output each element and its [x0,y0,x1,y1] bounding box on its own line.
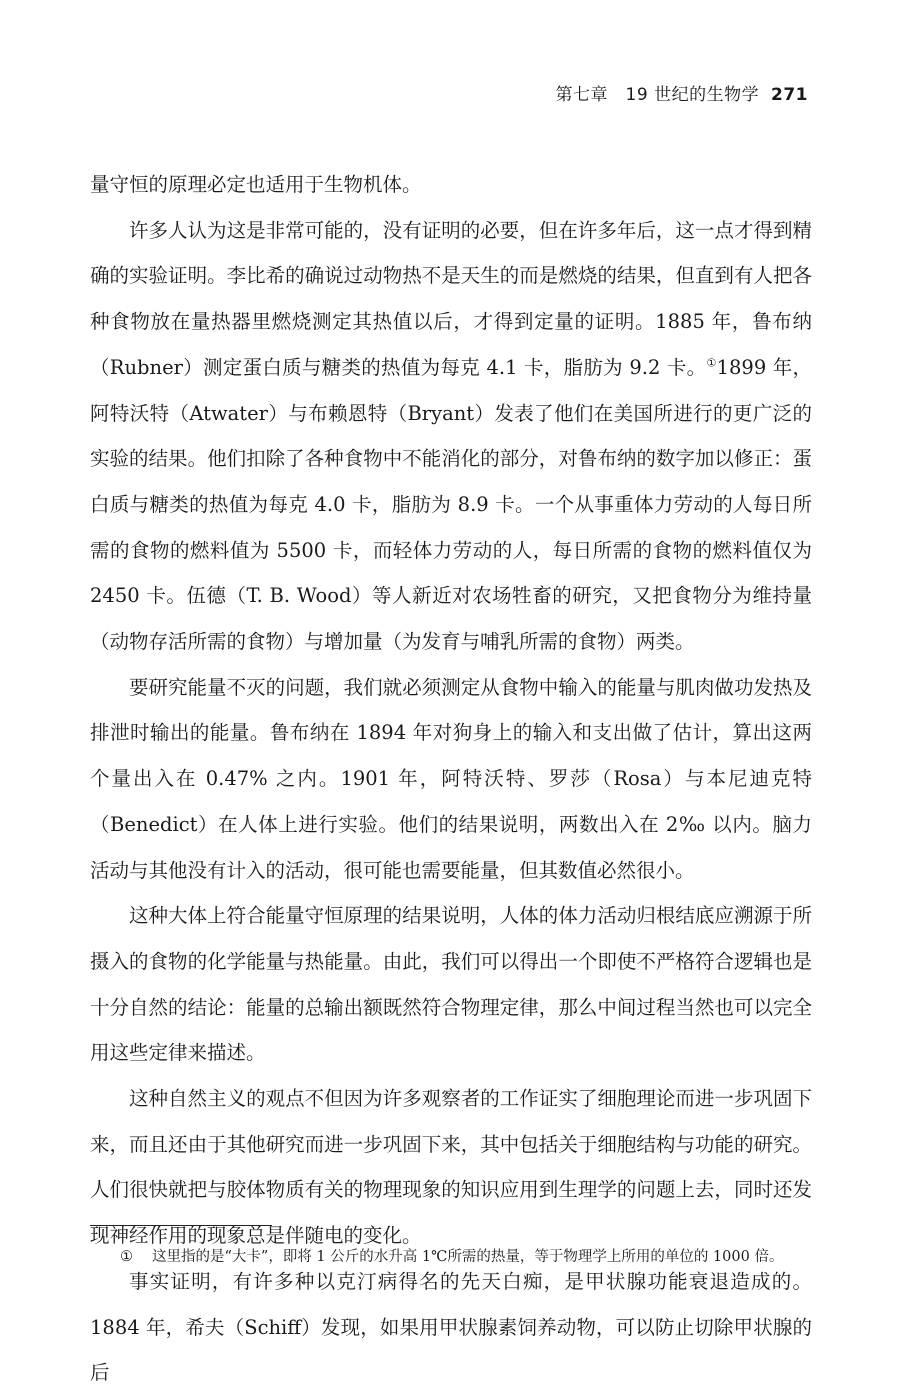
body-text [90,162,812,1396]
paragraph-text: 许多人认为这是非常可能的，没有证明的必要，但在许多年后，这一点才得到精确的实验证明。李比希的确说过动物热不是天生的而是燃烧的结果，但直到有人把各种食物放在量热器里燃烧测定其热值以后，才得到定量的证明。1885 年，鲁布纳（Rubner）测定蛋白质与糖类的热值为每克 4.1 卡，脂肪为 9.2 卡。 [90,218,812,379]
paragraph: 要研究能量不灭的问题，我们就必须测定从食物中输入的能量与肌肉做功发热及排泄时输出的能量。鲁布纳在 1894 年对狗身上的输入和支出做了估计，算出这两个量出入在 0.47% 之内。1901 年，阿特沃特、罗莎（Rosa）与本尼迪克特（Benedict）在人体上进行实验。他们的结果说明，两数出入在 2‰ 以内。脑力活动与其他没有计入的活动，很可能也需要能量，但其数值必然很小。 [90,675,812,882]
paragraph-text: 1899 年，阿特沃特（Atwater）与布赖恩特（Bryant）发表了他们在美国所进行的更广泛的实验的结果。他们扣除了各种食物中不能消化的部分，对鲁布纳的数字加以修正：蛋白质与糖类的热值为每克 4.0 卡，脂肪为 8.9 卡。一个从事重体力劳动的人每日所需的食物的燃料值为 5500 卡，而轻体力劳动的人，每日所需的食物的燃料值仅为 2450 卡。伍德（T. B. Wood）等人新近对农场牲畜的研究，又把食物分为维持量（动物存活所需的食物）与增加量（为发育与哺乳所需的食物）两类。 [90,355,812,654]
running-head [556,80,808,105]
paragraph: 事实证明，有许多种以克汀病得名的先天白痴，是甲状腺功能衰退造成的。1884 年，希夫（Schiff）发现，如果用甲状腺素饲养动物，可以防止切除甲状腺的后 [90,1269,812,1385]
footnote-reference: ① [706,356,717,370]
footnote-text: 这里指的是“大卡”，即将 1 公斤的水升高 1℃所需的热量，等于物理学上所用的单位的 1000 倍。 [152,1249,784,1265]
paragraph: 这种自然主义的观点不但因为许多观察者的工作证实了细胞理论而进一步巩固下来，而且还由于其他研究而进一步巩固下来，其中包括关于细胞结构与功能的研究。人们很快就把与胶体物质有关的物理现象的知识应用到生理学的问题上去，同时还发现神经作用的现象总是伴随电的变化。 [90,1087,812,1248]
paragraph-continued: 量守恒的原理必定也适用于生物机体。 [90,173,422,196]
paragraph [90,208,812,665]
footnote [120,1246,820,1268]
chapter-title: 第七章 19 世纪的生物学 [555,85,760,105]
footnote-mark: ① [120,1249,133,1265]
page-number: 271 [771,85,808,105]
paragraph: 这种大体上符合能量守恒原理的结果说明，人体的体力活动归根结底应溯源于所摄入的食物的化学能量与热能量。由此，我们可以得出一个即使不严格符合逻辑也是十分自然的结论：能量的总输出额既然符合物理定律，那么中间过程当然也可以完全用这些定律来描述。 [90,904,812,1065]
footnote-divider [90,1225,272,1226]
